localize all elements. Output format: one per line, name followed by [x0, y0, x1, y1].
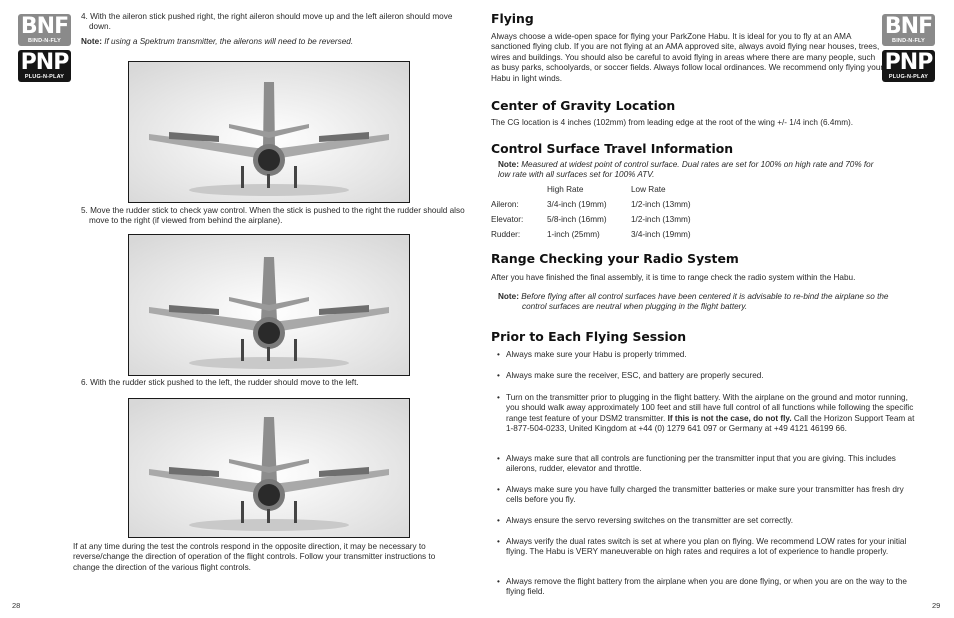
bnf-logo-subtext: BIND-N-FLY: [892, 38, 925, 44]
jet-illustration: [129, 399, 409, 537]
list-item: [497, 454, 920, 475]
control-surface-heading: Control Surface Travel Information: [491, 141, 734, 156]
list-item: [497, 577, 920, 598]
rudder-right-photo: [128, 234, 410, 376]
list-item: [497, 516, 920, 526]
list-item-text: Always make sure the receiver, ESC, and battery are properly secured.: [506, 371, 764, 380]
bullet-icon: •: [497, 537, 500, 546]
list-item-text: Always ensure the servo reversing switches on the transmitter are set correctly.: [506, 516, 793, 525]
step-6-text: 6. With the rudder stick pushed to the left, the rudder should move to the left.: [81, 378, 359, 387]
jet-illustration: [129, 235, 409, 375]
aileron-note: [81, 37, 461, 47]
pnp-logo-subtext: PLUG-N-PLAY: [888, 74, 929, 80]
bullet-icon: •: [497, 516, 500, 525]
note-text: If using a Spektrum transmitter, the ailerons will need to be reversed.: [104, 37, 354, 46]
flying-body: Always choose a wide-open space for flying your ParkZone Habu. It is ideal for you to fly at an AMA sanctioned flying club. If you are not flying at an AMA approved site, always avoid flying near houses, trees, wires and buildings. You should also be careful to avoid flying in areas where there are many people, such as busy parks, schoolyards, or soccer fields. Always follow local ordinances. We recommend only flying your Habu in light winds.: [491, 32, 884, 83]
list-item: [497, 371, 920, 381]
table-row: [491, 200, 721, 215]
table-row: [491, 215, 721, 230]
bullet-icon: •: [497, 350, 500, 359]
flying-heading: Flying: [491, 11, 534, 26]
range-check-body: After you have finished the final assembly, it is time to range check the radio system within the Habu.: [491, 273, 856, 282]
bnf-logo-subtext: BIND-N-FLY: [28, 38, 61, 44]
aileron-photo: [128, 61, 410, 203]
note-text: Measured at widest point of control surface. Dual rates are set for 100% on high rate and 70% for low rate with all surfaces set for 100% ATV.: [498, 160, 874, 180]
list-item-text: Always make sure that all controls are functioning per the transmitter input that you are giving. This includes ailerons, rudder, elevator and throttle.: [506, 454, 896, 474]
table-cell: 5/8-inch (16mm): [547, 215, 607, 224]
pnp-logo-right: [882, 50, 935, 82]
list-item-text: Always make sure your Habu is properly trimmed.: [506, 350, 687, 359]
bnf-logo-text: BNF: [20, 14, 69, 39]
list-item-text: Always verify the dual rates switch is set at where you plan on flying. We recommend LOW rates for your initial flying. The Habu is VERY maneuverable on high rates and requires a lot of experience to handle properly.: [506, 537, 907, 557]
table-cell: Aileron:: [491, 200, 519, 209]
control-surface-table: [491, 185, 721, 245]
bullet-icon: •: [497, 485, 500, 494]
note-label: Note:: [498, 160, 519, 169]
table-header-cell: Low Rate: [631, 185, 666, 194]
bullet-icon: •: [497, 577, 500, 586]
prior-to-flying-heading: Prior to Each Flying Session: [491, 329, 687, 344]
note-text: Before flying after all control surfaces have been centered it is advisable to re-bind the airplane so the control surfaces are neutral when plugging in the flight battery.: [521, 292, 889, 312]
table-cell: Rudder:: [491, 230, 521, 239]
list-item-text: Call the Horizon Support Team at 1-877-504-0233, United Kingdom at +44 (0) 1279 641 097 or Germany at +49 4121 46199 66.: [506, 413, 915, 434]
step-4-text: 4. With the aileron stick pushed right, the right aileron should move up and the left aileron should move down.: [81, 12, 453, 32]
list-item: [497, 485, 920, 506]
bnf-logo-right: [882, 14, 935, 46]
jet-illustration: [129, 62, 409, 202]
table-cell: 3/4-inch (19mm): [547, 200, 607, 209]
pnp-logo-subtext: PLUG-N-PLAY: [24, 74, 65, 80]
table-cell: 1/2-inch (13mm): [631, 200, 691, 209]
page-number-right: 29: [932, 601, 941, 610]
range-check-heading: Range Checking your Radio System: [491, 251, 739, 266]
pnp-logo-text: PNP: [20, 50, 69, 75]
list-item: [497, 393, 920, 435]
list-item: [497, 537, 920, 558]
table-header-row: [491, 185, 721, 200]
rudder-left-photo: [128, 398, 410, 538]
table-header-cell: High Rate: [547, 185, 584, 194]
control-surface-note: [498, 160, 884, 181]
pnp-logo: [18, 50, 71, 82]
table-cell: 1/2-inch (13mm): [631, 215, 691, 224]
bullet-icon: •: [497, 454, 500, 463]
table-cell: 1-inch (25mm): [547, 230, 600, 239]
table-header-cell: [491, 185, 547, 200]
list-item-text: Always make sure you have fully charged the transmitter batteries or make sure your transmitter has fresh dry cells before you fly.: [506, 485, 904, 505]
page-number-left: 28: [12, 601, 21, 610]
bnf-logo-text: BNF: [884, 14, 933, 39]
bullet-icon: •: [497, 371, 500, 380]
cg-heading: Center of Gravity Location: [491, 98, 676, 113]
list-item: [497, 350, 920, 360]
list-item-text: Always remove the flight battery from the airplane when you are done flying, or when you are on the way to the flying field.: [506, 577, 907, 597]
bnf-logo: [18, 14, 71, 46]
note-label: Note:: [81, 37, 102, 46]
pnp-logo-text: PNP: [884, 50, 933, 75]
note-label: Note:: [498, 292, 519, 301]
table-cell: Elevator:: [491, 215, 524, 224]
table-cell: 3/4-inch (19mm): [631, 230, 691, 239]
list-item-bold-text: If this is not the case, do not fly.: [667, 413, 792, 423]
bullet-icon: •: [497, 393, 500, 402]
step-5-text: 5. Move the rudder stick to check yaw control. When the stick is pushed to the right the rudder should also move to the right (if viewed from behind the airplane).: [81, 206, 465, 226]
table-row: [491, 230, 721, 245]
list-item-text: Turn on the transmitter prior to plugging in the flight battery. With the airplane on the ground and motor running, you should walk away approximately 100 feet and still have full control of all functions while following the specific range test feature of your DSM2 transmitter.: [506, 393, 914, 423]
range-check-note: [498, 292, 908, 313]
cg-body: The CG location is 4 inches (102mm) from leading edge at the root of the wing +/- 1/4 inch (6.4mm).: [491, 118, 854, 127]
reverse-controls-paragraph: If at any time during the test the controls respond in the opposite direction, it may be necessary to reverse/change the direction of operation of the flight controls. Follow your transmitter instructions to change the direction of the various flight controls.: [73, 542, 436, 572]
